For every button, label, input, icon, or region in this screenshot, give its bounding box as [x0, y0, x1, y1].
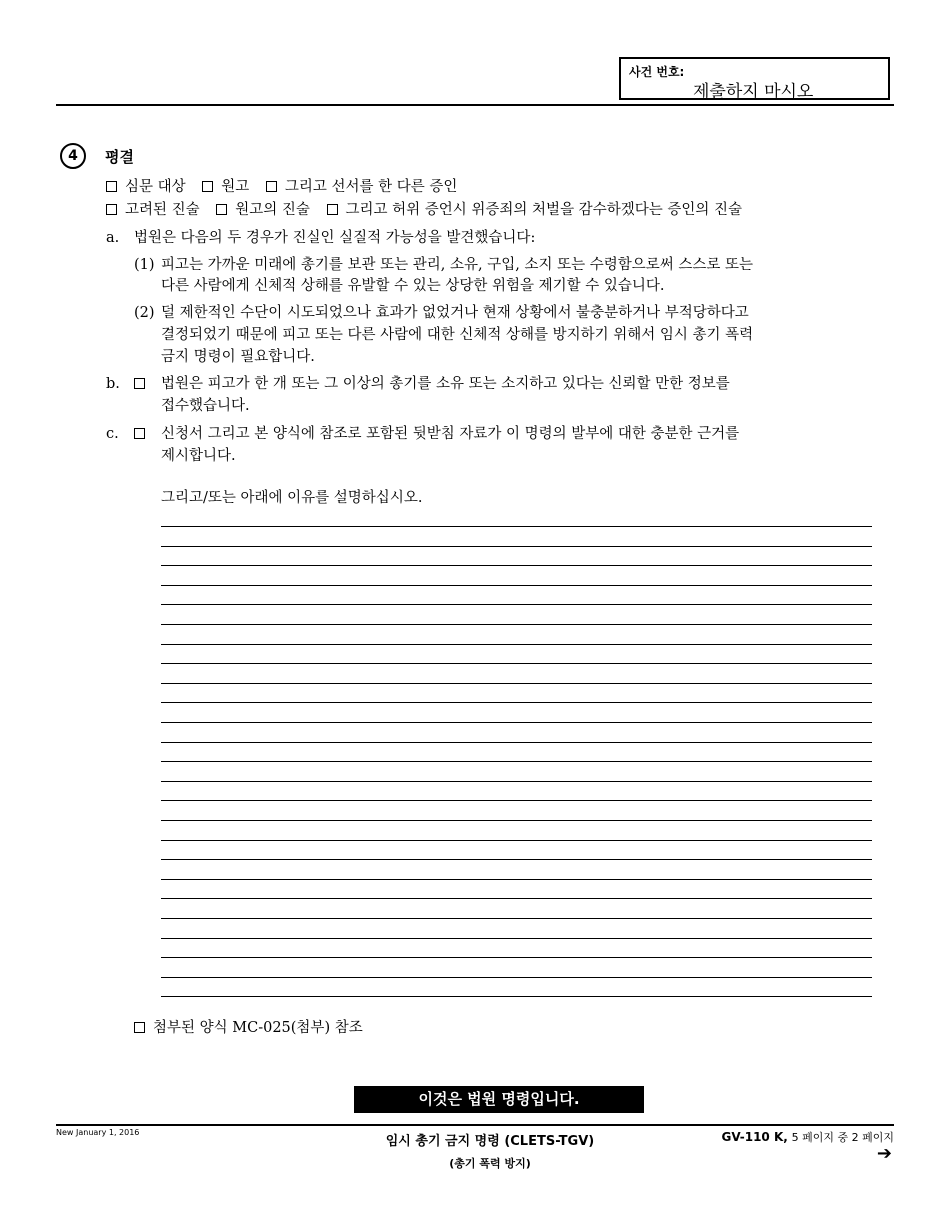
- item-b-marker: b.: [106, 376, 120, 392]
- footer-form-title: 임시 총기 금지 명령 (CLETS-TGV): [385, 1134, 595, 1149]
- explanation-line[interactable]: [161, 565, 872, 566]
- explanation-line[interactable]: [161, 546, 872, 547]
- checkbox-item-b[interactable]: [134, 378, 145, 389]
- item-b-checkbox-wrap: [134, 375, 153, 394]
- label-plaintiff-statement: 원고의 진술: [235, 202, 310, 218]
- case-number-box: [619, 57, 890, 100]
- explanation-line[interactable]: [161, 663, 872, 664]
- label-hearing-subject: 심문 대상: [125, 179, 186, 195]
- form-number: GV-110 K,: [721, 1130, 788, 1144]
- item-a-marker: a.: [106, 230, 120, 246]
- label-considered-statements: 고려된 진술: [125, 202, 200, 218]
- explanation-line[interactable]: [161, 742, 872, 743]
- explanation-line[interactable]: [161, 781, 872, 782]
- court-order-banner: 이것은 법원 명령입니다.: [354, 1086, 644, 1113]
- explanation-line[interactable]: [161, 604, 872, 605]
- checkbox-hearing-other-witness[interactable]: [266, 181, 277, 192]
- checkbox-witness-statement[interactable]: [327, 204, 338, 215]
- footer-date: New January 1, 2016: [56, 1128, 140, 1137]
- item-b-line-2: 접수했습니다.: [161, 398, 250, 414]
- attachment-row: [134, 1019, 363, 1038]
- footer-divider: [56, 1124, 894, 1126]
- item-c-checkbox-wrap: [134, 425, 153, 444]
- item-a2-line-3: 금지 명령이 필요합니다.: [161, 349, 315, 365]
- explanation-line[interactable]: [161, 840, 872, 841]
- explanation-line[interactable]: [161, 977, 872, 978]
- item-a1-marker: (1): [134, 257, 155, 273]
- row-statement-options: [106, 201, 742, 220]
- checkbox-item-c[interactable]: [134, 428, 145, 439]
- explanation-line[interactable]: [161, 683, 872, 684]
- next-page-arrow-icon[interactable]: ➔: [876, 1143, 892, 1164]
- row-hearing-options: [106, 178, 457, 197]
- explanation-line[interactable]: [161, 898, 872, 899]
- footer-form-id: [721, 1129, 894, 1145]
- label-hearing-plaintiff: 원고: [221, 179, 250, 195]
- item-a1-line-2: 다른 사람에게 신체적 상해를 유발할 수 있는 상당한 위험을 제기할 수 있습니다.: [161, 278, 665, 294]
- checkbox-hearing-plaintiff[interactable]: [202, 181, 213, 192]
- explanation-line[interactable]: [161, 859, 872, 860]
- explanation-line[interactable]: [161, 879, 872, 880]
- explanation-line[interactable]: [161, 644, 872, 645]
- page-info: 5 페이지 중 2 페이지: [791, 1131, 894, 1144]
- item-a2-line-1: 덜 제한적인 수단이 시도되었으나 효과가 없었거나 현재 상황에서 불충분하거나 부적당하다고: [161, 305, 749, 321]
- explanation-line[interactable]: [161, 918, 872, 919]
- label-hearing-other-witness: 그리고 선서를 한 다른 증인: [284, 179, 458, 195]
- item-c-line-2: 제시합니다.: [161, 448, 236, 464]
- case-number-label: 사건 번호:: [629, 65, 685, 79]
- explanation-line[interactable]: [161, 938, 872, 939]
- item-a-text: 법원은 다음의 두 경우가 진실인 실질적 가능성을 발견했습니다:: [134, 230, 536, 246]
- explanation-line[interactable]: [161, 996, 872, 997]
- section-number-badge: 4: [60, 143, 86, 169]
- checkbox-hearing-subject[interactable]: [106, 181, 117, 192]
- explanation-line[interactable]: [161, 761, 872, 762]
- explanation-line[interactable]: [161, 957, 872, 958]
- item-a1-line-1: 피고는 가까운 미래에 총기를 보관 또는 관리, 소유, 구입, 소지 또는 수령함으로써 스스로 또는: [161, 257, 754, 273]
- item-c-line-1: 신청서 그리고 본 양식에 참조로 포함된 뒷받침 자료가 이 명령의 발부에 대한 충분한 근거를: [161, 426, 740, 442]
- explanation-line[interactable]: [161, 624, 872, 625]
- explanation-line[interactable]: [161, 526, 872, 527]
- case-number-value: 제출하지 마시오: [693, 82, 814, 102]
- item-c-marker: c.: [106, 426, 119, 442]
- item-b-line-1: 법원은 피고가 한 개 또는 그 이상의 총기를 소유 또는 소지하고 있다는 신뢰할 만한 정보를: [161, 376, 730, 392]
- explanation-line[interactable]: [161, 820, 872, 821]
- checkbox-considered-statements[interactable]: [106, 204, 117, 215]
- checkbox-attachment[interactable]: [134, 1022, 145, 1033]
- attachment-label: 첨부된 양식 MC-025(첨부) 참조: [153, 1020, 363, 1036]
- checkbox-plaintiff-statement[interactable]: [216, 204, 227, 215]
- explain-prompt: 그리고/또는 아래에 이유를 설명하십시오.: [161, 490, 423, 506]
- explanation-line[interactable]: [161, 722, 872, 723]
- item-a2-line-2: 결정되었기 때문에 피고 또는 다른 사람에 대한 신체적 상해를 방지하기 위해서 임시 총기 폭력: [161, 327, 754, 343]
- explanation-line[interactable]: [161, 800, 872, 801]
- footer-form-subtitle: (총기 폭력 방지): [449, 1157, 531, 1170]
- header-divider: [56, 104, 894, 106]
- section-title: 평결: [105, 148, 134, 166]
- item-a2-marker: (2): [134, 305, 155, 321]
- explanation-line[interactable]: [161, 585, 872, 586]
- label-witness-statement: 그리고 허위 증언시 위증죄의 처벌을 감수하겠다는 증인의 진술: [345, 202, 742, 218]
- explanation-line[interactable]: [161, 702, 872, 703]
